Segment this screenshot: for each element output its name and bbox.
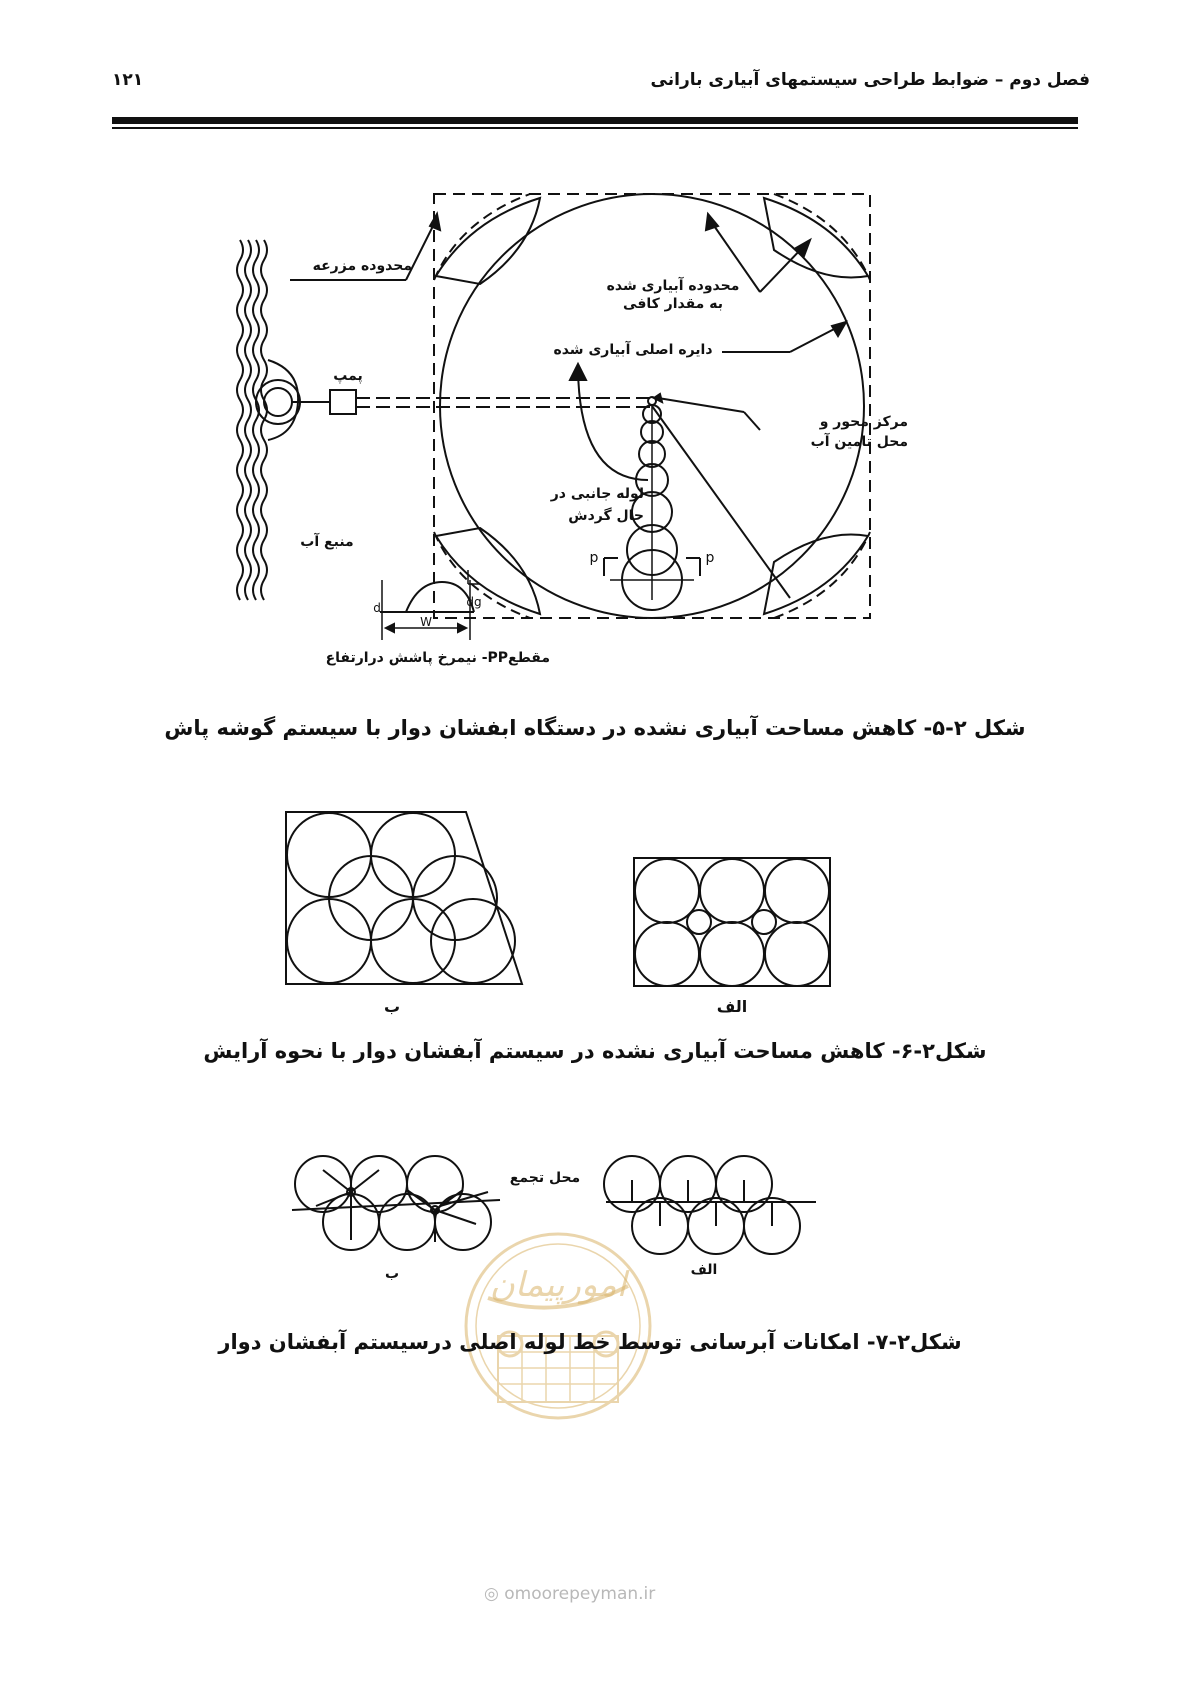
fig6-alef-circles (635, 859, 829, 986)
fig5-pump-label: پمپ (333, 368, 363, 384)
page-number: ۱۲۱ (112, 70, 144, 90)
fig6-b-trapezoid (286, 812, 522, 984)
fig7-label-b: ب (384, 1266, 400, 1280)
lateral-sprinkler-circles (610, 397, 694, 610)
figure-5-caption: شکل ۲-۵- کاهش مساحت آبیاری نشده در دستگاه ابفشان دوار با سیستم گوشه پاش (164, 716, 1026, 740)
fig5-dim-w: W (420, 615, 432, 629)
fig6-label-b: ب (383, 997, 401, 1016)
figure-6-caption: شکل۲-۶- کاهش مساحت آبیاری نشده در سیستم آبفشان دوار با نحوه آرایش (203, 1039, 987, 1063)
pump-box (330, 390, 356, 414)
watermark-seal (458, 1226, 658, 1426)
fig5-farm-boundary-label: محدوده مزرعه (312, 258, 412, 274)
fig5-lateral-line2: حال گردش (568, 508, 644, 524)
header-rule-thin (112, 127, 1078, 129)
fig5-lateral-line1: لوله جانبی در (550, 486, 644, 502)
fig6-label-alef: الف (716, 997, 748, 1016)
fig6-b-circles (287, 813, 515, 983)
fig5-p-left: p (589, 550, 599, 566)
fig5-water-source-label: منبع آب (300, 534, 354, 550)
fig5-irrigated-area-line2: به مقدار کافی (623, 296, 723, 312)
section-pp-profile (380, 570, 480, 640)
watermark-url (484, 1584, 655, 1604)
fig5-irrigated-area-line1: محدوده آبیاری شده (606, 278, 740, 294)
watermark-brand: امورپیمان (489, 1265, 627, 1305)
figure-6-diagram (282, 806, 842, 1026)
fig5-pivot-center-line1: مرکز محور و (819, 414, 908, 430)
globe-icon: ◎ (484, 1584, 499, 1604)
fig5-dim-d: d (373, 601, 381, 615)
fig5-dim-dg: dg (466, 595, 482, 609)
fig5-main-circle-label: دایره اصلی آبیاری شده (553, 342, 713, 358)
watermark-url-text: omoorepeyman.ir (504, 1584, 656, 1604)
chapter-title: فصل دوم – ضوابط طراحی سیستمهای آبیاری بارانی (650, 70, 1090, 90)
figure-7-caption: شکل۲-۷- امکانات آبرسانی توسط خط لوله اصلی درسیستم آبفشان دوار (218, 1330, 962, 1354)
fig5-pivot-center-line2: محل تامین آب (810, 434, 908, 450)
fig7-collection-point-label: محل تجمع (509, 1170, 581, 1186)
header-rule-thick (112, 117, 1078, 124)
fig5-p-right: p (705, 550, 715, 566)
fig7-label-alef: الف (690, 1262, 718, 1278)
fig5-section-caption: مقطعPP- نیمرخ پاشش درارتفاع (325, 650, 550, 666)
